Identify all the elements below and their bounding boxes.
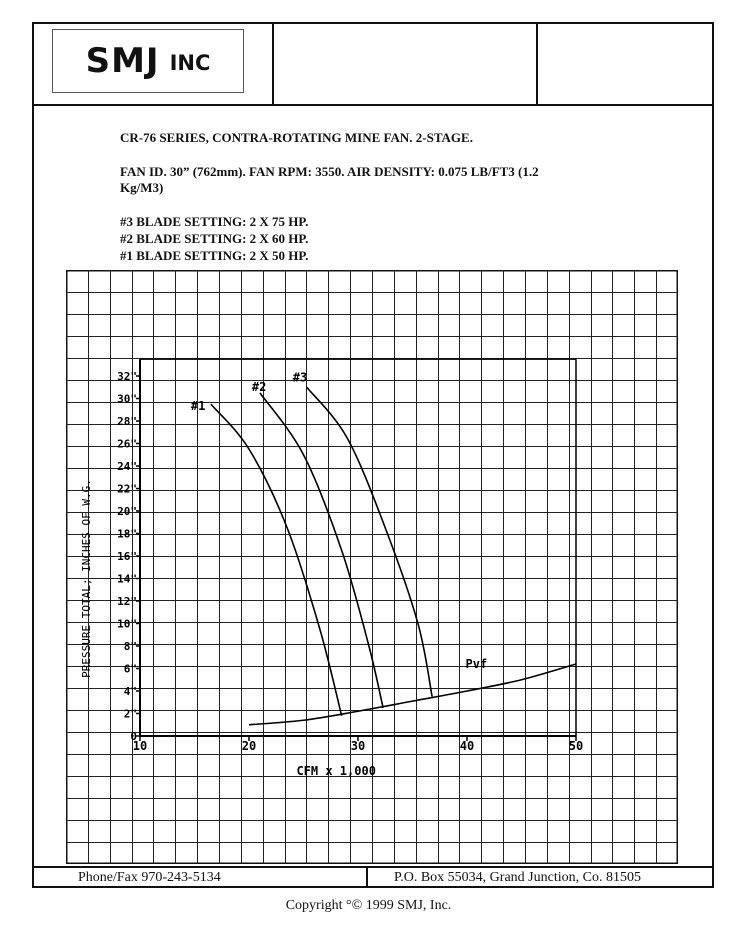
fan-spec-line: FAN ID. 30” (762mm). FAN RPM: 3550. AIR DENSITY: 0.075 LB/FT3 (1.2 — [120, 164, 539, 179]
header-empty-cell-1 — [274, 22, 538, 104]
y-tick-label: 4" — [123, 685, 137, 698]
y-tick-label: 24" — [117, 460, 137, 473]
series-line-blade-2 — [260, 393, 383, 708]
x-axis-label: CFM x 1,000 — [296, 764, 376, 778]
postal-address: P.O. Box 55034, Grand Junction, Co. 81505 — [394, 870, 641, 885]
fan-curve-chart — [66, 270, 678, 864]
x-tick-label: 20 — [241, 739, 257, 753]
series-line-blade-1 — [211, 404, 342, 716]
y-tick-label: 2" — [123, 707, 137, 721]
y-tick-label: 6" — [123, 662, 137, 676]
x-tick-label: 50 — [568, 739, 584, 753]
y-tick-label: 10" — [117, 617, 137, 631]
footer-divider — [366, 868, 368, 888]
y-tick-label: 20" — [117, 505, 137, 518]
chart-area — [66, 270, 678, 864]
y-tick-label: 22" — [117, 482, 137, 496]
logo — [52, 29, 244, 93]
series-label: #1 — [190, 399, 206, 414]
y-axis-label: PRESSURE TOTAL; INCHES OF W.G. — [80, 479, 93, 678]
series-label: Pvf — [465, 656, 488, 671]
header-empty-cell-2 — [538, 22, 710, 104]
logo-sub-text: INC — [169, 51, 211, 75]
y-tick-label: 28" — [117, 415, 137, 428]
x-tick-label: 40 — [459, 739, 475, 753]
y-tick-label: 18" — [117, 527, 137, 541]
series-label: #3 — [292, 370, 308, 385]
y-tick-label: 8" — [123, 640, 137, 653]
header-row — [32, 22, 714, 106]
y-tick-label: 32" — [117, 370, 137, 383]
blade-setting-3: #3 BLADE SETTING: 2 X 75 HP. — [120, 214, 309, 229]
logo-cell — [32, 22, 274, 104]
phone-fax: Phone/Fax 970-243-5134 — [78, 870, 221, 885]
x-tick-label: 30 — [350, 739, 366, 753]
y-tick-label: 26" — [117, 437, 137, 451]
fan-spec-line-cont: Kg/M3) — [120, 180, 164, 195]
series-label: #2 — [251, 379, 267, 394]
x-tick-label: 10 — [132, 739, 148, 753]
logo-main-text: SMJ — [85, 41, 160, 81]
y-tick-label: 16" — [117, 550, 137, 563]
y-tick-label: 0 — [130, 730, 137, 743]
y-tick-label: 14" — [117, 572, 137, 586]
copyright: Copyright °© 1999 SMJ, Inc. — [285, 898, 452, 913]
series-line-Pvf — [249, 664, 576, 725]
blade-setting-2: #2 BLADE SETTING: 2 X 60 HP. — [120, 231, 309, 246]
y-tick-label: 12" — [117, 595, 137, 608]
footer-row — [32, 866, 714, 888]
blade-setting-1: #1 BLADE SETTING: 2 X 50 HP. — [120, 248, 309, 263]
y-tick-label: 30" — [117, 392, 137, 406]
series-title: CR-76 SERIES, CONTRA-ROTATING MINE FAN. 2-STAGE. — [120, 130, 473, 145]
